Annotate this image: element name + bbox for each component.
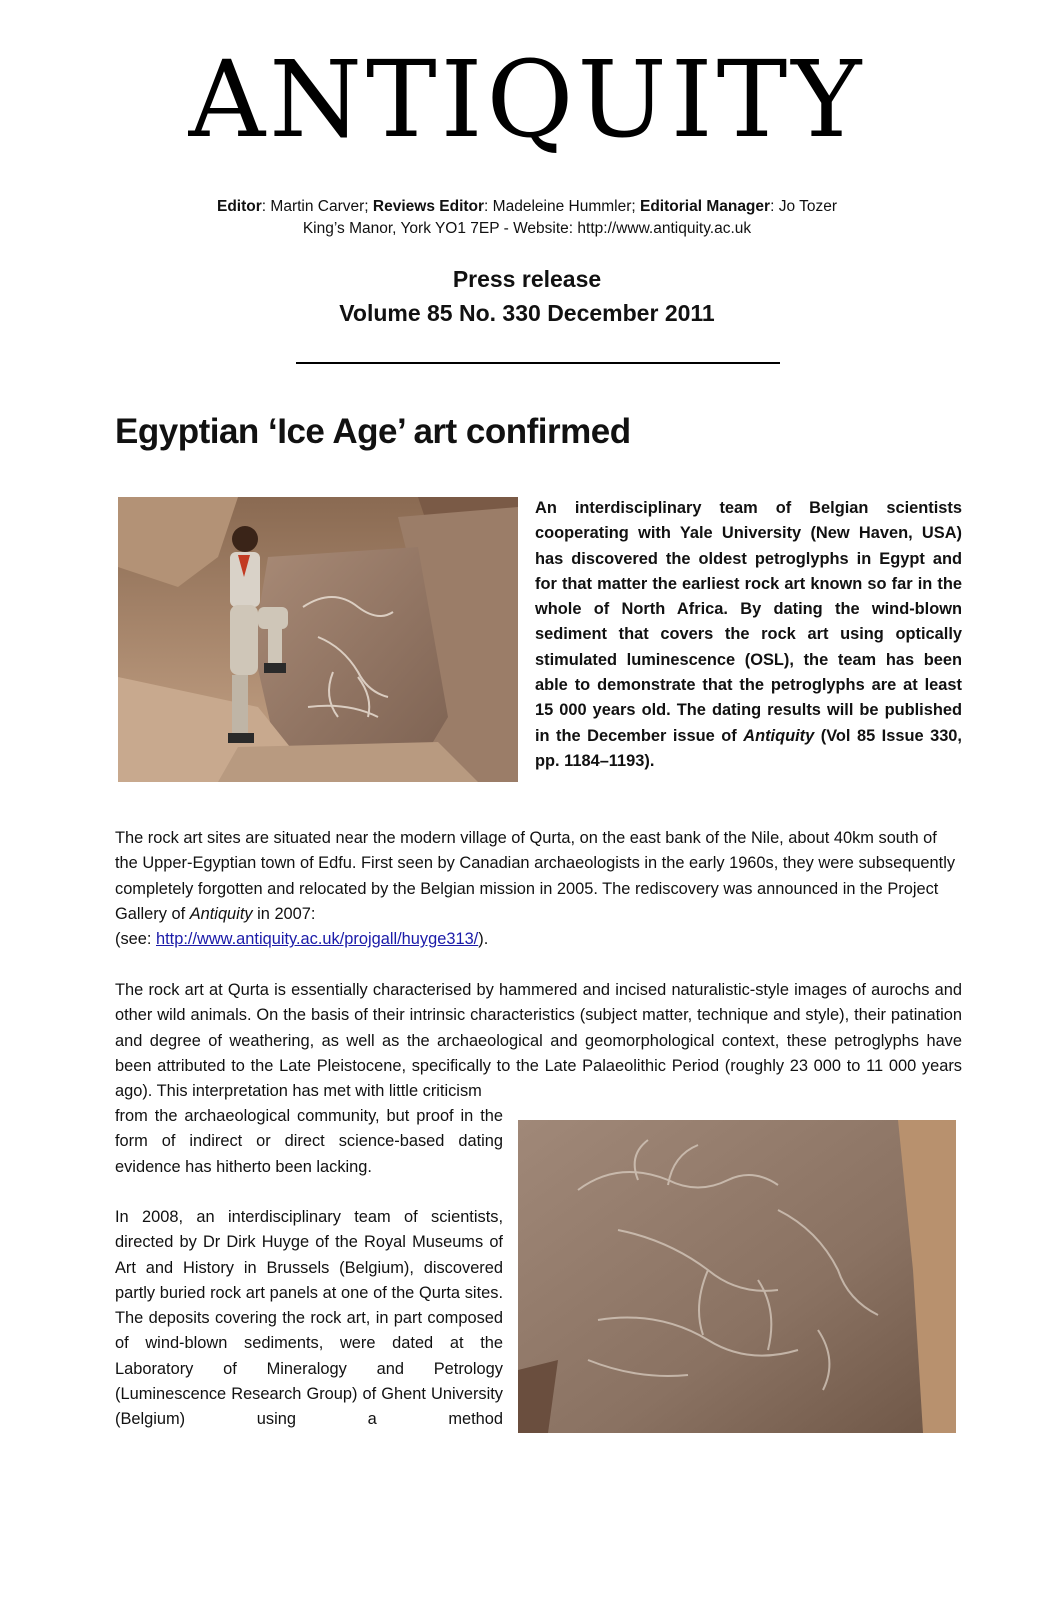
paragraph-2008-discovery: In 2008, an interdisciplinary team of scientists, directed by Dr Dirk Huyge of the Royal Museums of Art and History in Brussels (Belgium), discovered partly buried rock art panels at one of the Qurta sites. The deposits covering the rock art, in part composed of wind-blown sediments, were dated at the Laboratory of Mineralogy and Petrology (Luminescence Research Group) of Ghent University (Belgium) using a method (115, 1208, 503, 1429)
editor-name: Martin Carver (270, 198, 365, 215)
paragraph1-year: in 2007: (252, 904, 316, 923)
paragraph1-journal-name: Antiquity (189, 904, 253, 923)
see-prefix: (see: (115, 930, 156, 949)
press-release-label: Press release (452, 266, 602, 292)
journal-masthead: ANTIQUITY (188, 38, 866, 161)
editorial-manager-label: Editorial Manager (640, 198, 771, 215)
reviews-editor-name: Madeleine Hummler (492, 198, 632, 215)
paragraph-site-location (115, 826, 962, 952)
header-divider (296, 362, 780, 364)
editorial-credits (0, 196, 1054, 240)
paragraph1-text: The rock art sites are situated near the modern village of Qurta, on the east bank of the Nile, about 40km south of the Upper-Egyptian town of Edfu. First seen by Canadian archaeologists in the early 1960s, they were subsequently completely forgotten and relocated by the Belgian mission in 2005. The rediscovery was announced in the Project Gallery of (115, 829, 956, 923)
editors-line: Editor: Martin Carver; Reviews Editor: Madeleine Hummler; Editorial Manager: Jo Tozer (217, 198, 837, 215)
intro-summary (535, 496, 962, 774)
paragraph-rock-art-characteristics: The rock art at Qurta is essentially characterised by hammered and incised naturalistic-style images of aurochs and other wild animals. On the basis of their intrinsic characteristics (subject matter, technique and style), their patination and degree of weathering, as well as the archaeological and geomorphological context, these petroglyphs have been attributed to the Late Pleistocene, specifically to the Late Palaeolithic Period (roughly 23 000 to 11 000 years ago). This interpretation has met with little criticism (115, 981, 962, 1101)
intro-citation: (Vol 85 Issue 330, pp. 1184–1193). (535, 726, 962, 770)
editor-label: Editor (217, 198, 262, 215)
intro-journal-name: Antiquity (743, 726, 815, 745)
see-suffix: ). (478, 930, 489, 949)
intro-text: An interdisciplinary team of Belgian scientists cooperating with Yale University (New Haven, USA) has discovered the oldest petroglyphs in Egypt and for that matter the earliest rock art known so far in the whole of North Africa. By dating the wind-blown sediment that covers the rock art using optically stimulated luminescence (OSL), the team has been able to demonstrate that the petroglyphs are at least 15 000 years old. The dating results will be published in the December issue of (535, 499, 962, 745)
article-headline: Egyptian ‘Ice Age’ art confirmed (115, 412, 631, 451)
press-release-heading (0, 262, 1054, 330)
editorial-manager-name: Jo Tozer (778, 198, 837, 215)
project-gallery-link[interactable]: http://www.antiquity.ac.uk/projgall/huyge313/ (156, 930, 479, 949)
reviews-editor-label: Reviews Editor (372, 198, 485, 215)
paragraph-dating-evidence: from the archaeological community, but proof in the form of indirect or direct science-based dating evidence has hitherto been lacking. (115, 1107, 503, 1176)
rock-art-photo-with-person (118, 497, 518, 782)
petroglyph-panel-photo (518, 1120, 956, 1433)
issue-line: Volume 85 No. 330 December 2011 (339, 300, 715, 326)
address-line: King’s Manor, York YO1 7EP - Website: http://www.antiquity.ac.uk (302, 220, 752, 237)
